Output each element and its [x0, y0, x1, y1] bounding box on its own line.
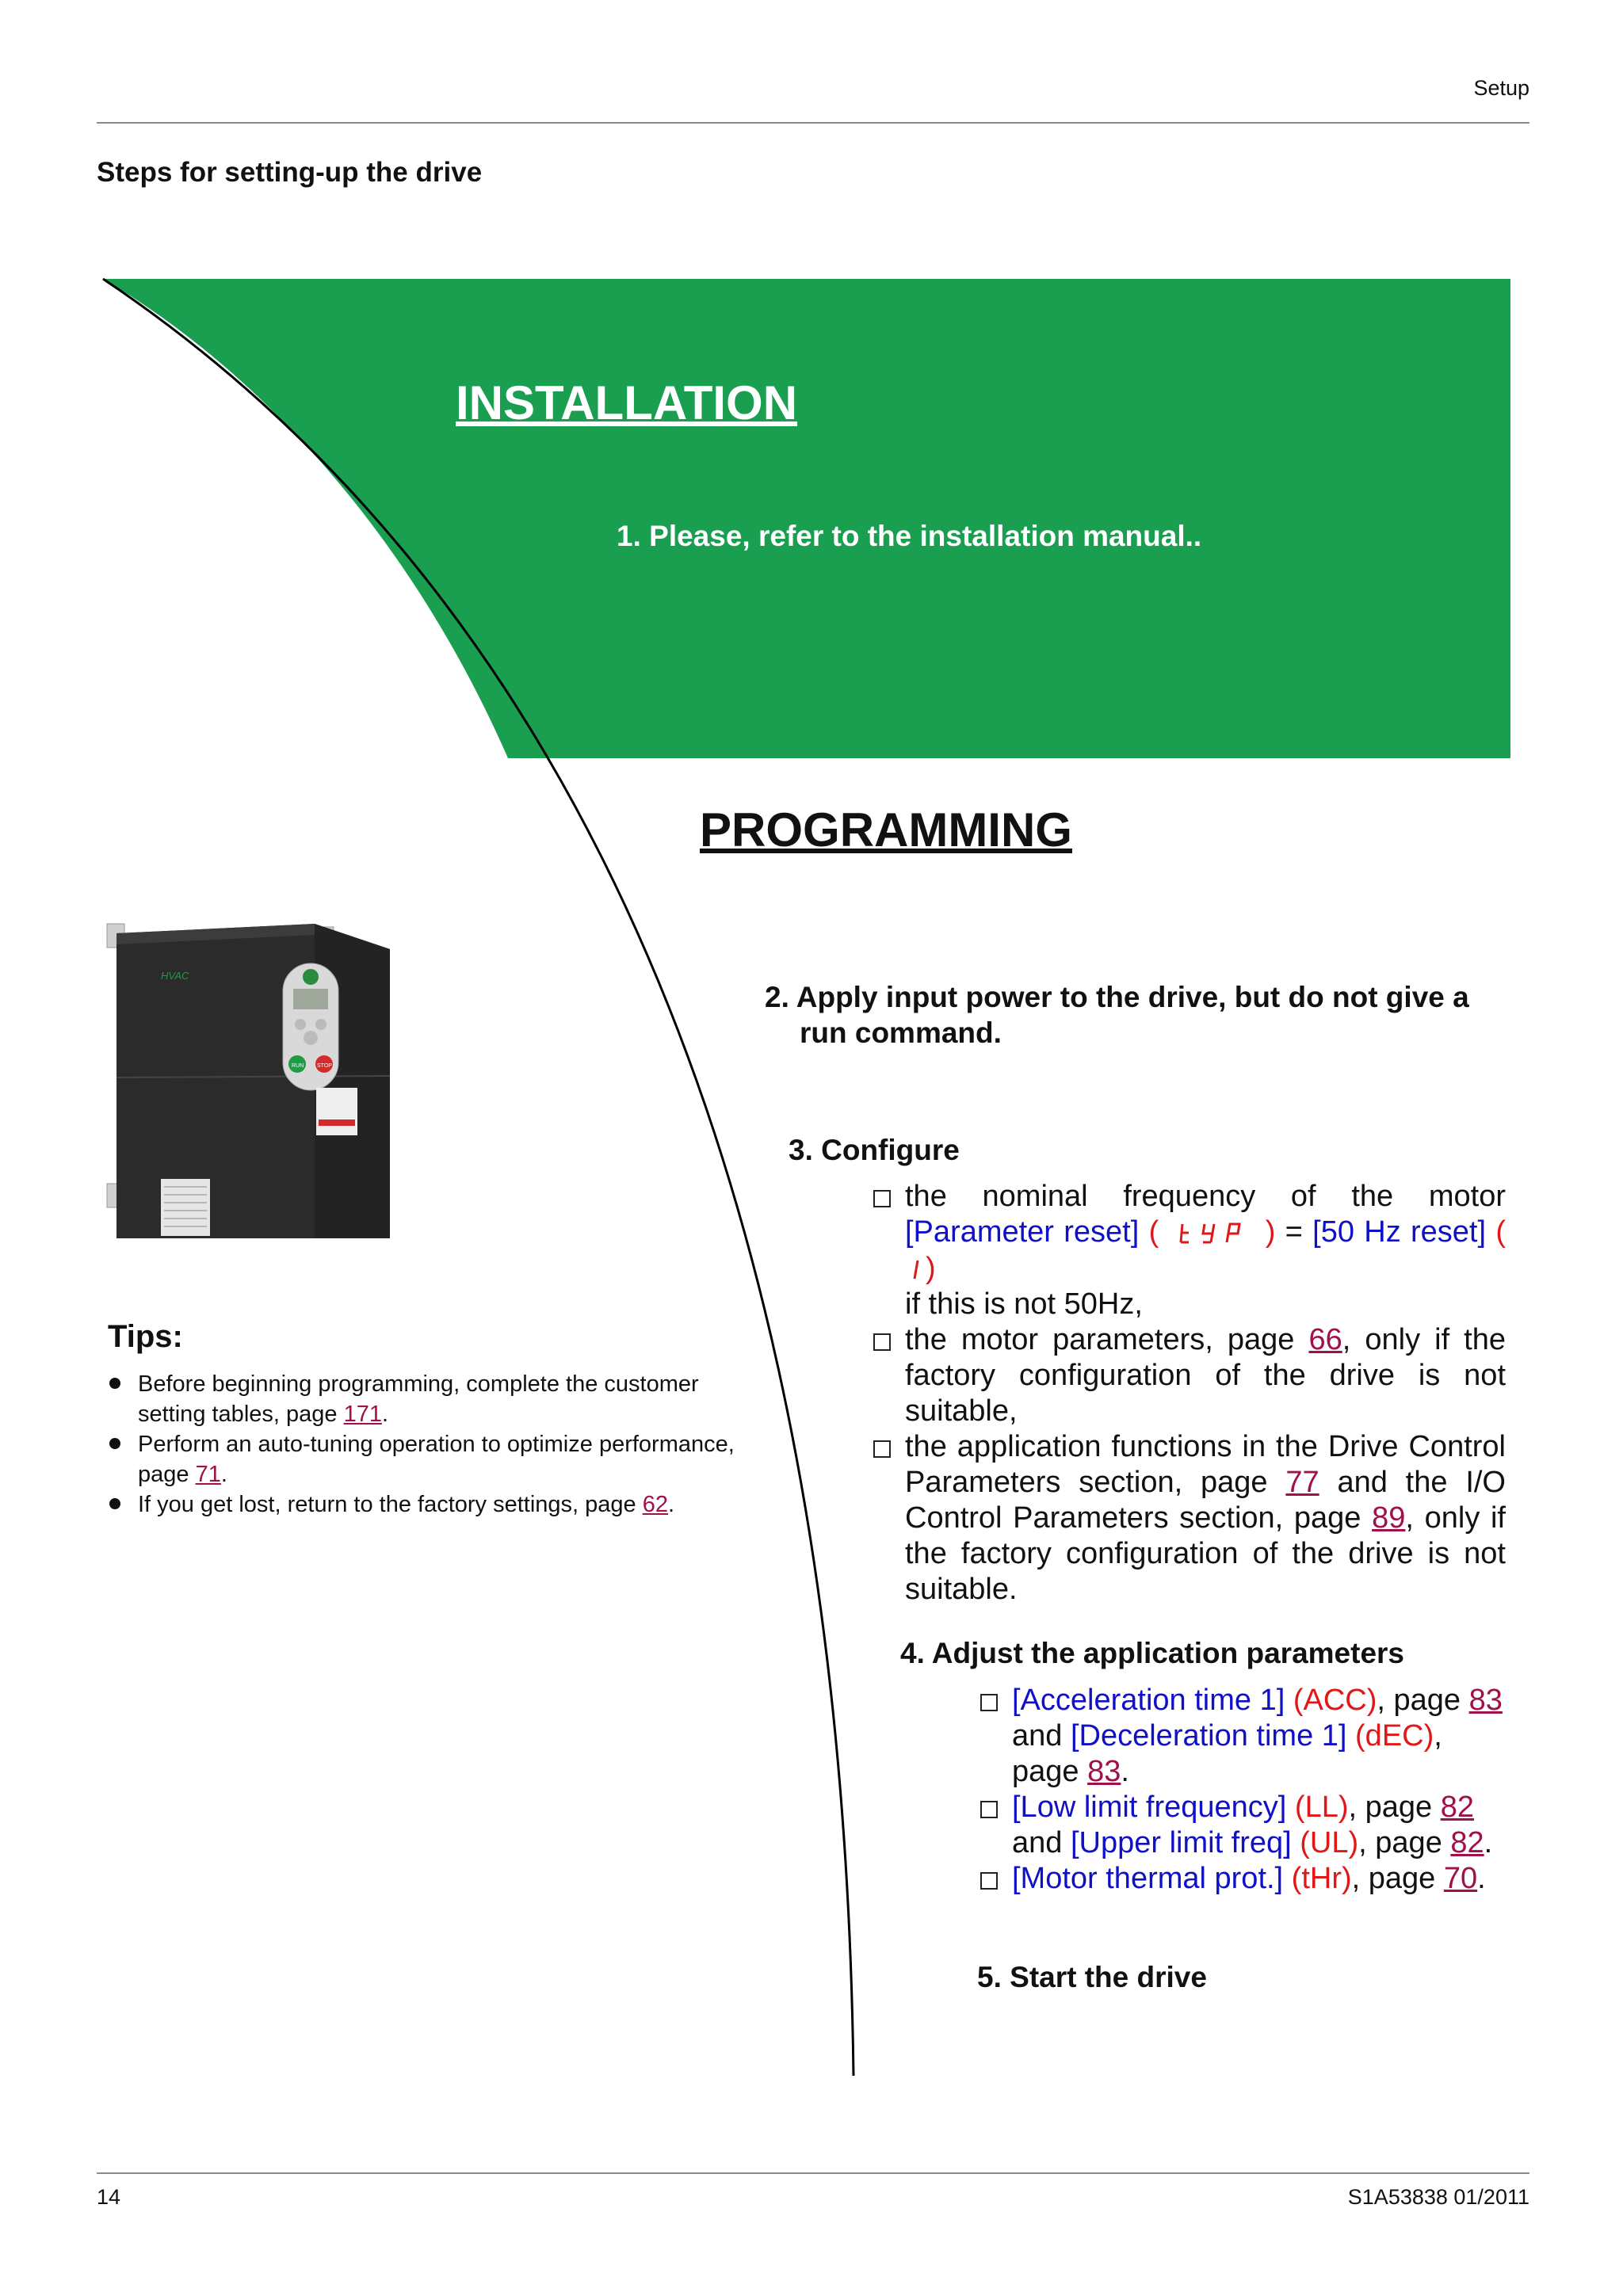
drive-image	[101, 917, 392, 1241]
drive-brand-label: HVAC	[161, 970, 189, 982]
parameter-reset-code	[1159, 1217, 1265, 1249]
period: .	[668, 1492, 675, 1517]
checkbox-icon	[873, 1333, 891, 1351]
drive-stop-label: STOP	[317, 1063, 332, 1069]
paren: )	[926, 1252, 936, 1285]
fifty-hz-reset: [50 Hz reset]	[1312, 1215, 1487, 1249]
configure-item-3-mid: and the I/O Control Parameters section, page	[905, 1466, 1506, 1535]
tip-item-1	[106, 1369, 770, 1429]
adjust-item-thr	[980, 1861, 1519, 1897]
page-link-77[interactable]: 77	[1285, 1466, 1319, 1499]
configure-item-1-tail: if this is not 50Hz,	[905, 1287, 1143, 1321]
equals: =	[1275, 1215, 1313, 1249]
checkbox-icon	[873, 1440, 891, 1458]
programming-step-4: 4. Adjust the application parameters	[900, 1637, 1405, 1669]
paren: (	[1486, 1215, 1506, 1249]
configure-list	[873, 1179, 1506, 1608]
thr-name: [Motor thermal prot.]	[1012, 1862, 1284, 1895]
bullet-icon	[109, 1378, 120, 1389]
acc-name: [Acceleration time 1]	[1012, 1684, 1285, 1717]
tip-item-2	[106, 1429, 770, 1489]
doc-reference: S1A53838 01/2011	[1347, 2185, 1529, 2209]
drive-run-label: RUN	[292, 1063, 304, 1069]
page-link-66[interactable]: 66	[1308, 1323, 1342, 1356]
configure-item-2-tail: , only if the factory configuration of the drive is not suitable,	[905, 1323, 1507, 1428]
parameter-reset-name: [Parameter reset]	[905, 1215, 1140, 1249]
period: .	[1121, 1755, 1129, 1788]
page-prefix: , page	[1358, 1826, 1451, 1859]
ul-code: (UL)	[1291, 1826, 1359, 1859]
ul-name: [Upper limit freq]	[1070, 1826, 1292, 1859]
configure-item-2-text: the motor parameters, page	[905, 1323, 1309, 1356]
and-word: and	[1012, 1826, 1071, 1859]
fifty-hz-code	[905, 1252, 926, 1285]
tip-1-text: Before beginning programming, complete the customer setting tables, page	[138, 1371, 699, 1427]
page-link-62[interactable]: 62	[642, 1492, 669, 1517]
page-title: Steps for setting-up the drive	[97, 157, 483, 188]
programming-step-5: 5. Start the drive	[977, 1961, 1207, 1993]
dec-name: [Deceleration time 1]	[1070, 1719, 1347, 1753]
page-prefix: , page	[1351, 1862, 1444, 1895]
page-link-71[interactable]: 71	[195, 1462, 221, 1487]
installation-heading: INSTALLATION	[456, 376, 798, 429]
page-link-171[interactable]: 171	[343, 1402, 382, 1427]
configure-item-3	[873, 1429, 1506, 1608]
adjust-list	[980, 1683, 1519, 1897]
page-prefix: , page	[1348, 1791, 1441, 1824]
configure-item-1	[873, 1179, 1506, 1322]
ll-name: [Low limit frequency]	[1012, 1791, 1287, 1824]
header-section-label: Setup	[1473, 76, 1529, 100]
period: .	[1477, 1862, 1486, 1895]
bullet-icon	[109, 1498, 120, 1509]
comma: ,	[1434, 1719, 1442, 1753]
adjust-item-ll-ul	[980, 1790, 1519, 1861]
checkbox-icon	[980, 1801, 998, 1818]
installation-step-1: 1. Please, refer to the installation manual..	[617, 520, 1202, 552]
period: .	[1484, 1826, 1493, 1859]
thr-code: (tHr)	[1283, 1862, 1352, 1895]
page-link-70[interactable]: 70	[1443, 1862, 1478, 1895]
checkbox-icon	[873, 1190, 891, 1207]
page-link-89[interactable]: 89	[1372, 1501, 1406, 1535]
page-word: page	[1012, 1755, 1088, 1788]
checkbox-icon	[980, 1872, 998, 1890]
period: .	[220, 1462, 227, 1487]
acc-code: (ACC)	[1285, 1684, 1377, 1717]
period: .	[381, 1402, 389, 1427]
page-number: 14	[97, 2185, 121, 2209]
tips-list	[106, 1369, 770, 1520]
footer-rule	[97, 2172, 1529, 2174]
tip-3-text: If you get lost, return to the factory settings, page	[138, 1492, 643, 1517]
page-link-83-acc[interactable]: 83	[1468, 1684, 1503, 1717]
programming-step-2	[765, 979, 1469, 1051]
programming-heading: PROGRAMMING	[700, 803, 1072, 856]
dec-code: (dEC)	[1346, 1719, 1434, 1753]
checkbox-icon	[980, 1694, 998, 1711]
adjust-item-acc-dec	[980, 1683, 1519, 1790]
ll-code: (LL)	[1286, 1791, 1349, 1824]
tip-2-text: Perform an auto-tuning operation to optimize performance, page	[138, 1432, 735, 1487]
paren: )	[1265, 1215, 1276, 1249]
configure-item-1-text: the nominal frequency of the motor	[905, 1180, 1506, 1213]
page-prefix: , page	[1377, 1684, 1469, 1717]
page-link-82-ul[interactable]: 82	[1450, 1826, 1484, 1859]
tips-heading: Tips:	[108, 1319, 183, 1354]
programming-step-3: 3. Configure	[789, 1134, 960, 1166]
segment-code-icon	[1178, 1221, 1246, 1245]
step-2-line-2: run command.	[800, 1016, 1002, 1049]
configure-item-3-tail: , only if the factory configuration of the drive is not suitable.	[905, 1501, 1506, 1606]
segment-one-icon	[905, 1257, 926, 1281]
page-link-83-dec[interactable]: 83	[1087, 1755, 1121, 1788]
paren: (	[1139, 1215, 1159, 1249]
page-link-82-ll[interactable]: 82	[1440, 1791, 1475, 1824]
and-word: and	[1012, 1719, 1071, 1753]
bullet-icon	[109, 1438, 120, 1449]
configure-item-2	[873, 1322, 1506, 1429]
configure-item-3-text: the application functions in the Drive Control Parameters section, page	[905, 1430, 1506, 1499]
tip-item-3	[106, 1489, 770, 1520]
step-2-line-1: 2. Apply input power to the drive, but do not give a	[765, 981, 1469, 1013]
